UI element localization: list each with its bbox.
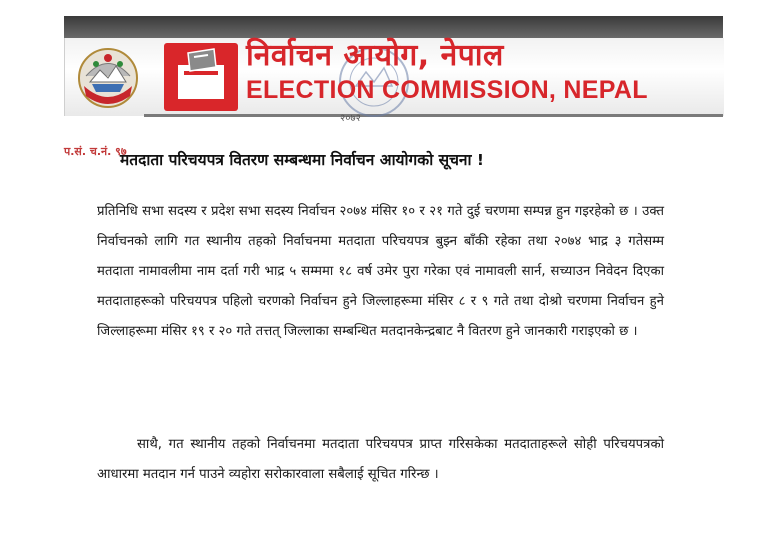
banner-divider xyxy=(144,114,723,117)
notice-heading: मतदाता परिचयपत्र वितरण सम्बन्धमा निर्वाचन आयोगको सूचना ! xyxy=(120,151,485,169)
notice-paragraph-2: साथै, गत स्थानीय तहको निर्वाचनमा मतदाता परिचयपत्र प्राप्त गरिसकेका मतदाताहरूले सोही परिचयपत्रको आधारमा मतदान गर्न पाउने व्यहोरा सरोकारवाला सबैलाई सूचित गरिन्छ । xyxy=(97,437,664,482)
letterhead-banner xyxy=(64,16,723,116)
commission-title-english: ELECTION COMMISSION, NEPAL xyxy=(246,76,648,104)
nepal-emblem-icon xyxy=(76,46,140,110)
reference-number: प.सं. च.नं. ९७ xyxy=(64,145,127,158)
notice-paragraph-1: प्रतिनिधि सभा सदस्य र प्रदेश सभा सदस्य निर्वाचन २०७४ मंसिर १० र २१ गते दुई चरणमा सम्पन्न हुन गइरहेको छ । उक्त निर्वाचनको लागि गत स्थानीय तहको निर्वाचनमा मतदाता परिचयपत्र बुझ्न बाँकी रहेका तथा २०७४ भाद्र ३ गतेसम्म मतदाता नामावलीमा नाम दर्ता गरी भाद्र ५ सम्ममा १८ वर्ष उमेर पुरा गरेका एवं नामावली सार्न, सच्याउन निवेदन दिएका मतदाताहरूको परिचयपत्र पहिलो चरणको निर्वाचन हुने जिल्लाहरूमा मंसिर ८ र ९ गते तथा दोश्रो चरणमा निर्वाचन हुने जिल्लाहरूमा मंसिर १९ र २० गते तत्तत् जिल्लाका सम्बन्धित मतदानकेन्द्रबाट नै वितरण हुने जानकारी गराइएको छ । xyxy=(97,204,664,339)
commission-title-nepali: निर्वाचन आयोग, नेपाल xyxy=(246,38,504,73)
ballot-box-logo-icon xyxy=(164,43,238,111)
banner-top-bar xyxy=(64,16,723,38)
stamp-year: २०७२ xyxy=(340,113,361,124)
